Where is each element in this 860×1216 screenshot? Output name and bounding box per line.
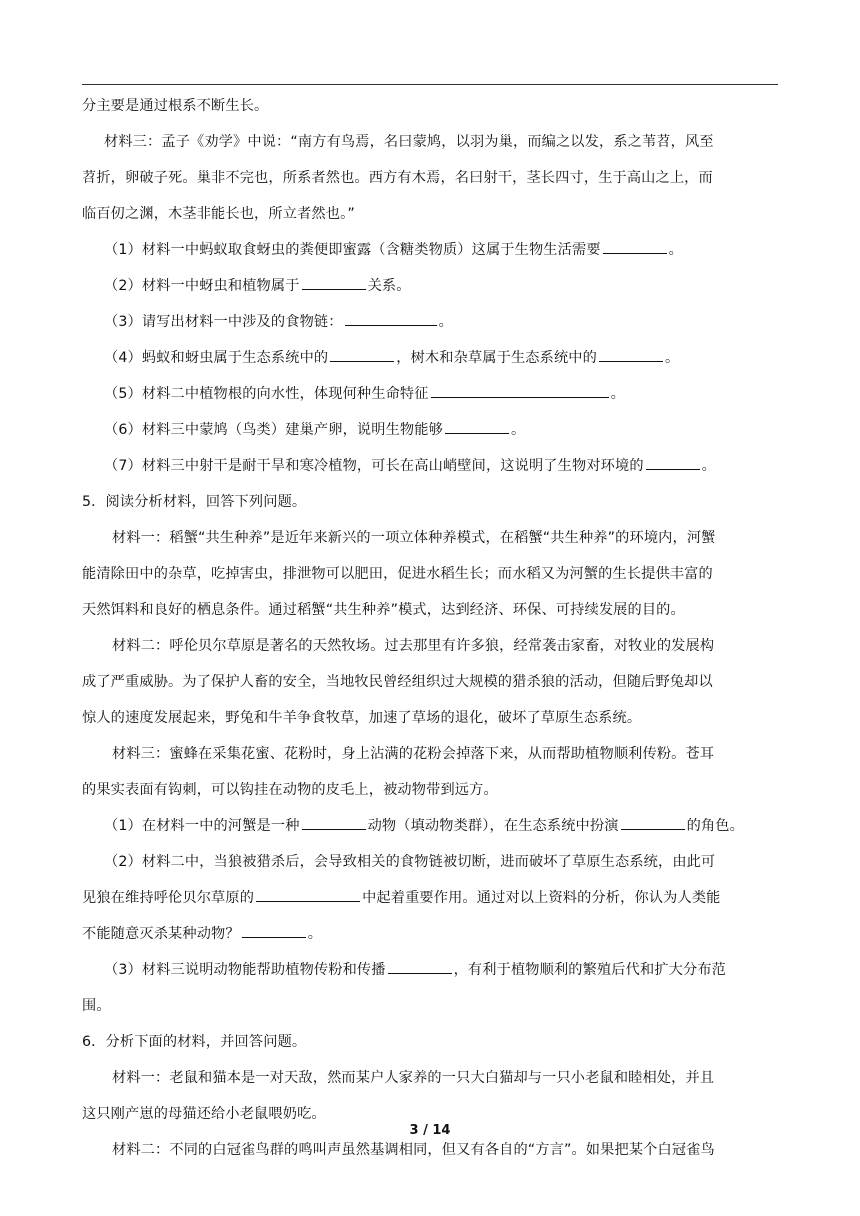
q4-sub2: （2）材料一中蚜虫和植物属于 关系。	[82, 268, 778, 304]
page-number: 3 / 14	[409, 1123, 451, 1138]
text-line: 材料二：不同的白冠雀鸟群的鸣叫声虽然基调相同，但又有各自的“方言”。如果把某个白冠雀鸟	[112, 1142, 715, 1158]
text-line: 材料一：稻蟹“共生种养”是近年来新兴的一项立体种养模式，在稻蟹“共生种养”的环境内，河蟹	[112, 530, 716, 546]
q4-sub6: （6）材料三中蒙鸠（鸟类）建巢产卵，说明生物能够 。	[82, 412, 778, 448]
question-5-title: 5．阅读分析材料，回答下列问题。	[82, 494, 307, 510]
answer-blank[interactable]	[445, 415, 509, 434]
text-line: 惊人的速度发展起来，野兔和牛羊争食牧草，加速了草场的退化，破坏了草原生态系统。	[82, 710, 642, 726]
q5-sub2-cont: 不能随意灭杀某种动物？ 。	[82, 916, 778, 952]
answer-blank[interactable]	[599, 343, 663, 362]
text-line: 分主要是通过根系不断生长。	[82, 98, 269, 114]
q5-sub3: （3）材料三说明动物能帮助植物传粉和传播 ，有利于植物顺利的繁殖后代和扩大分布范	[82, 952, 778, 988]
answer-blank[interactable]	[302, 811, 366, 830]
q5-sub1: （1）在材料一中的河蟹是一种 动物（填动物类群），在生态系统中扮演 的角色。	[82, 808, 778, 844]
text-line: 成了严重威胁。为了保护人畜的安全，当地牧民曾经组织过大规模的猎杀狼的活动，但随后野兔却以	[82, 674, 713, 690]
text-line: 材料二：呼伦贝尔草原是著名的天然牧场。过去那里有许多狼，经常袭击家畜，对牧业的发展构	[112, 638, 715, 654]
q5-sub3-cont: 围。	[82, 998, 111, 1014]
answer-blank[interactable]	[621, 811, 685, 830]
answer-blank[interactable]	[603, 235, 667, 254]
answer-blank[interactable]	[345, 307, 437, 326]
q4-sub4: （4）蚂蚁和蚜虫属于生态系统中的 ，树木和杂草属于生态系统中的 。	[82, 340, 778, 376]
text-line: 天然饵料和良好的栖息条件。通过稻蟹“共生种养”模式，达到经济、环保、可持续发展的目的。	[82, 602, 685, 618]
text-line: 苕折，卵破子死。巢非不完也，所系者然也。西方有木焉，名曰射干，茎长四寸，生于高山之上，而	[82, 170, 713, 186]
answer-blank[interactable]	[330, 343, 394, 362]
q4-sub3: （3）请写出材料一中涉及的食物链： 。	[82, 304, 778, 340]
q4-sub5: （5）材料二中植物根的向水性，体现何种生命特征 。	[82, 376, 778, 412]
text-line: 材料三：蜜蜂在采集花蜜、花粉时，身上沾满的花粉会掉落下来，从而帮助植物顺利传粉。苍耳	[112, 746, 715, 762]
answer-blank[interactable]	[646, 451, 700, 470]
text-line: 的果实表面有钩刺，可以钩挂在动物的皮毛上，被动物带到远方。	[82, 782, 498, 798]
answer-blank[interactable]	[256, 883, 360, 902]
header-rule	[82, 84, 778, 85]
q4-sub1: （1）材料一中蚂蚁取食蚜虫的粪便即蜜露（含糖类物质）这属于生物生活需要 。	[82, 232, 778, 268]
text-line: 临百仞之渊，木茎非能长也，所立者然也。”	[82, 206, 355, 222]
question-6-title: 6．分析下面的材料，并回答问题。	[82, 1034, 307, 1050]
text-line: 材料一：老鼠和猫本是一对天敌，然而某户人家养的一只大白猫却与一只小老鼠和睦相处，并且	[112, 1070, 715, 1086]
answer-blank[interactable]	[388, 955, 452, 974]
answer-blank[interactable]	[431, 379, 609, 398]
text-line: 这只刚产崽的母猫还给小老鼠喂奶吃。	[82, 1106, 326, 1122]
text-line: 材料三：孟子《劝学》中说：“南方有鸟焉，名曰蒙鸠，以羽为巢，而编之以发，系之苇苕，风至	[104, 134, 714, 150]
page-body	[82, 88, 778, 1168]
q5-sub2-cont: 见狼在维持呼伦贝尔草原的 中起着重要作用。通过对以上资料的分析，你认为人类能	[82, 880, 778, 916]
answer-blank[interactable]	[242, 919, 306, 938]
q4-sub7: （7）材料三中射干是耐干旱和寒冷植物，可长在高山峭壁间，这说明了生物对环境的 。	[82, 448, 778, 484]
text-line: 能清除田中的杂草，吃掉害虫，排泄物可以肥田，促进水稻生长；而水稻又为河蟹的生长提供丰富的	[82, 566, 713, 582]
answer-blank[interactable]	[302, 271, 366, 290]
q5-sub2: （2）材料二中，当狼被猎杀后，会导致相关的食物链被切断，进而破坏了草原生态系统，由此可	[104, 854, 716, 870]
